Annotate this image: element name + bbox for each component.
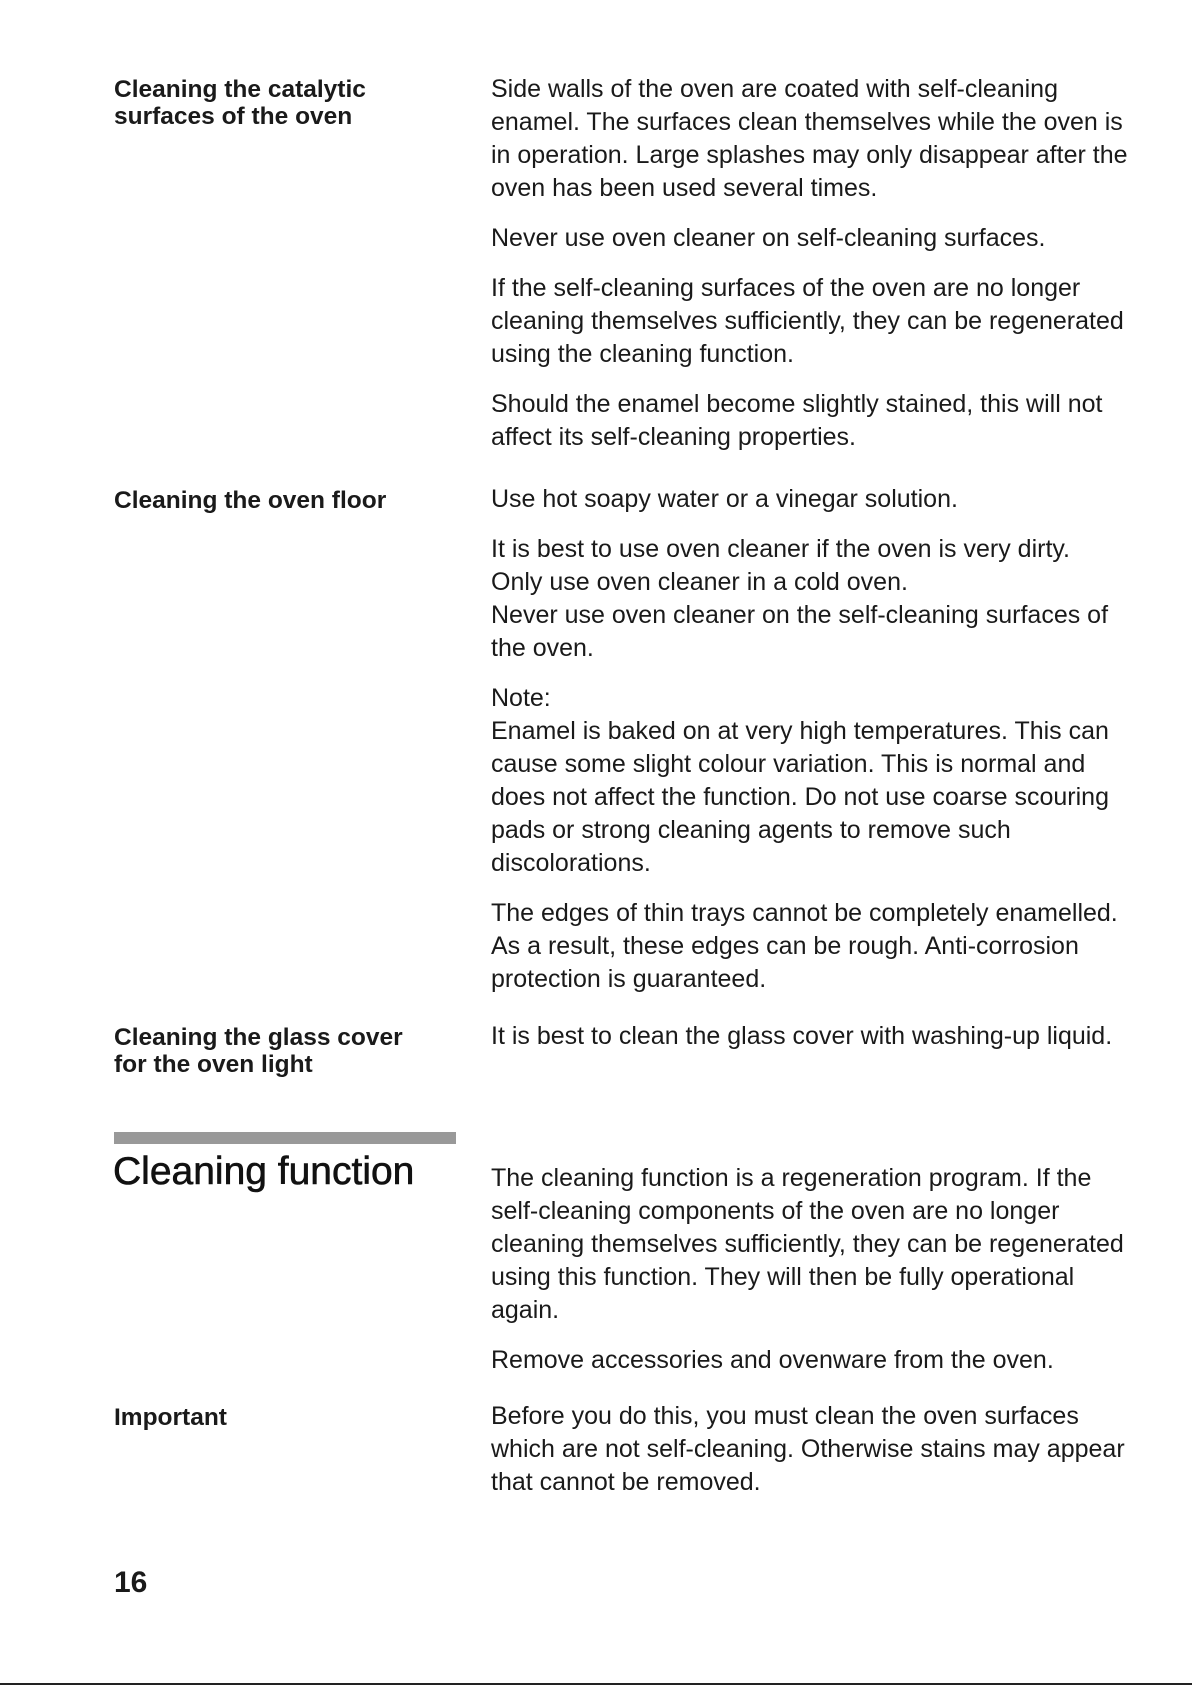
- section-body-catalytic: [491, 73, 1131, 454]
- section-body-cleaning-function: [491, 1162, 1131, 1377]
- section-body-oven-floor: [491, 483, 1131, 996]
- paragraph: Side walls of the oven are coated with self-cleaning enamel. The surfaces clean themselves while the oven is in operation. Large splashes may only disappear after the oven has been used several times.: [491, 75, 1128, 202]
- paragraph: It is best to clean the glass cover with washing-up liquid.: [491, 1022, 1113, 1050]
- section-label-important: Important: [114, 1404, 227, 1431]
- paragraph: The edges of thin trays cannot be completely enamelled. As a result, these edges can be rough. Anti-corrosion protection is guaranteed.: [491, 899, 1118, 993]
- paragraph: Never use oven cleaner on self-cleaning surfaces.: [491, 224, 1046, 252]
- section-label-glass-cover: Cleaning the glass cover for the oven light: [114, 1024, 403, 1078]
- page-number: 16: [114, 1566, 148, 1599]
- section-label-catalytic: Cleaning the catalytic surfaces of the oven: [114, 76, 366, 130]
- section-divider-bar: [114, 1132, 456, 1144]
- section-label-oven-floor: Cleaning the oven floor: [114, 487, 387, 514]
- paragraph: Use hot soapy water or a vinegar solution.: [491, 485, 958, 513]
- section-heading-cleaning-function: Cleaning function: [113, 1150, 415, 1193]
- paragraph: Should the enamel become slightly stained, this will not affect its self-cleaning properties.: [491, 390, 1103, 451]
- note-paragraph: Note: Enamel is baked on at very high temperatures. This can cause some slight colour variation. This is normal and does not affect the function. Do not use coarse scouring pads or strong cleaning agents to remove such discolorations.: [491, 684, 1109, 877]
- section-body-glass-cover: [491, 1020, 1131, 1053]
- paragraph: The cleaning function is a regeneration program. If the self-cleaning components of the oven are no longer cleaning themselves sufficiently, they can be regenerated using this function. They will then be fully operational again.: [491, 1164, 1124, 1324]
- section-body-important: [491, 1400, 1131, 1499]
- paragraph: It is best to use oven cleaner if the oven is very dirty. Only use oven cleaner in a cold oven. Never use oven cleaner on the self-cleaning surfaces of the oven.: [491, 535, 1109, 662]
- paragraph: Remove accessories and ovenware from the oven.: [491, 1346, 1054, 1374]
- paragraph: Before you do this, you must clean the oven surfaces which are not self-cleaning. Otherwise stains may appear that cannot be removed.: [491, 1402, 1125, 1496]
- paragraph: If the self-cleaning surfaces of the oven are no longer cleaning themselves sufficiently, they can be regenerated using the cleaning function.: [491, 274, 1124, 368]
